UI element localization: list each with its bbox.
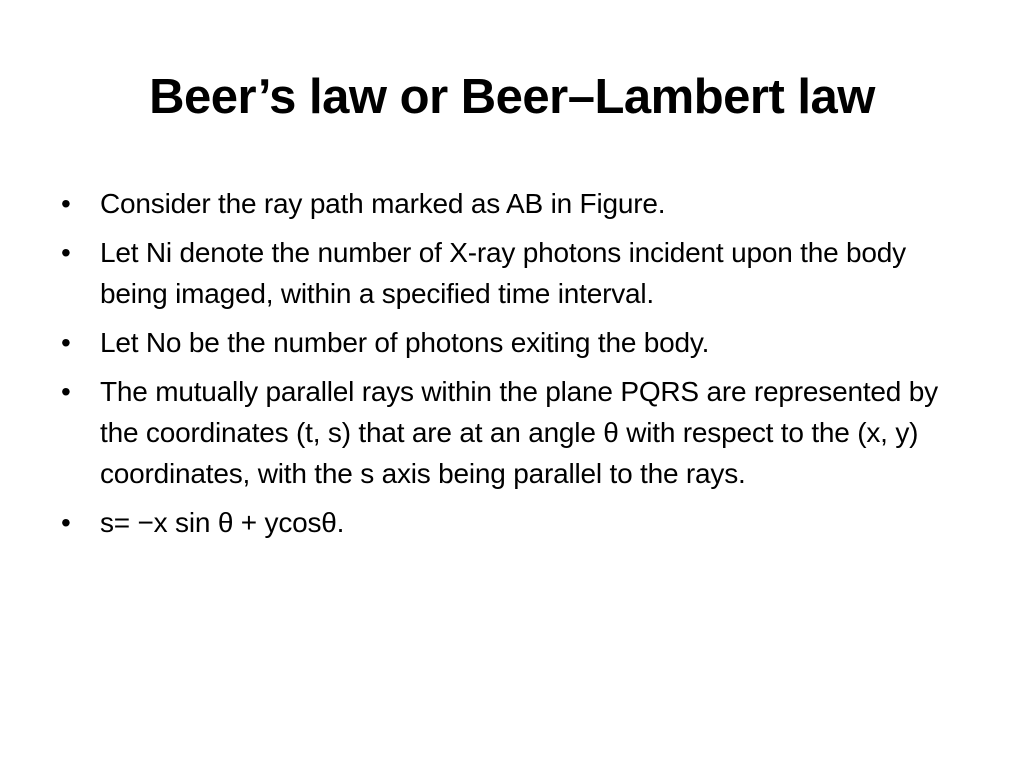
bullet-marker: • [61, 188, 71, 219]
bullet-list [56, 183, 956, 551]
bullet-text: Let No be the number of photons exiting the body. [100, 327, 710, 358]
bullet-item-parallel-rays [56, 371, 956, 494]
slide-title: Beer’s law or Beer–Lambert law [149, 70, 875, 124]
bullet-marker: • [61, 507, 71, 538]
bullet-marker: • [61, 376, 71, 407]
bullet-text: Consider the ray path marked as AB in Figure. [100, 188, 666, 219]
bullet-item-incident-photons [56, 232, 956, 314]
bullet-marker: • [61, 327, 71, 358]
bullet-marker: • [61, 237, 71, 268]
bullet-text: s= −x sin θ + ycosθ. [100, 507, 345, 538]
bullet-item-s-equation [56, 502, 956, 543]
bullet-text: The mutually parallel rays within the plane PQRS are represented by the coordinates (t, s) that are at an angle θ with respect to the (x, y) coordinates, with the s axis being parallel to the rays. [100, 376, 938, 489]
bullet-text: Let Ni denote the number of X-ray photons incident upon the body being imaged, within a specified time interval. [100, 237, 906, 309]
bullet-item-exiting-photons [56, 322, 956, 363]
bullet-item-ray-path [56, 183, 956, 224]
